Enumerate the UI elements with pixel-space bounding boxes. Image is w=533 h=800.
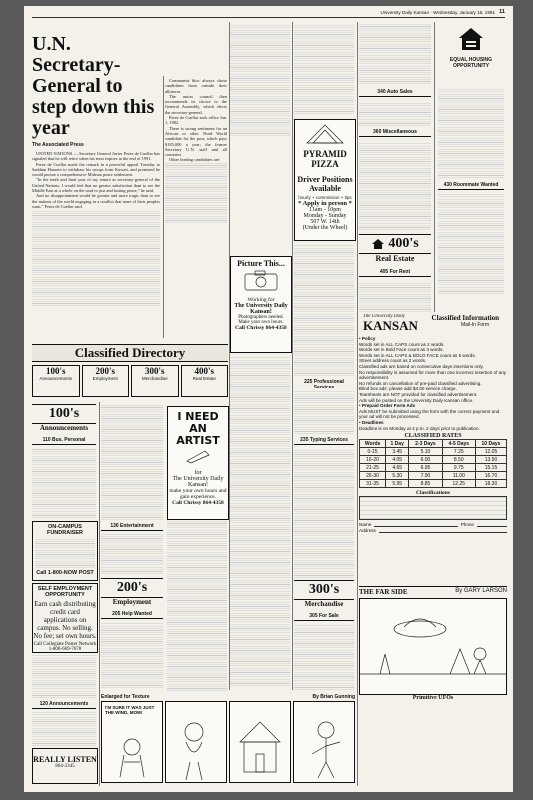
policy-item: Tearsheets are NOT provided for classified advertisement.	[359, 391, 478, 397]
mid-listings-2	[167, 521, 227, 691]
equal-housing-text	[438, 88, 504, 178]
section-400-num: 400's	[388, 236, 419, 251]
section-360	[359, 128, 431, 140]
announcements-listings	[32, 712, 96, 746]
rate-cell: 26-30	[360, 472, 386, 480]
pizza-note: (Under the Wheel)	[302, 225, 348, 232]
directory-num: 100's	[45, 366, 66, 376]
center-right-listings	[294, 244, 354, 376]
directory-item[interactable]	[32, 365, 80, 397]
masthead	[32, 9, 505, 18]
kansan-logo-top: The University Daily	[363, 314, 405, 319]
pizza-times: 11am - 10pm	[309, 207, 341, 214]
rate-cell: 5.30	[386, 472, 409, 480]
bottom-cartoon	[101, 694, 355, 786]
typing-listings	[294, 448, 354, 578]
name-label: Name	[359, 522, 372, 528]
story-paragraph-4: And no disappointment would be greater and more tragic than to see the nations of the world engaging in a conflict that none of their peoples want," Perez de Cuellar said.	[32, 193, 160, 209]
section-100	[32, 404, 96, 434]
photo-ad-line4: Make your own hours.	[238, 320, 284, 325]
artist-ad-title: I NEED AN ARTIST	[176, 410, 220, 447]
table-row	[360, 472, 507, 480]
phone-field[interactable]	[477, 522, 507, 527]
mid-left-listings	[101, 404, 163, 520]
classified-info-title: Classified Information	[431, 314, 499, 322]
rate-cell: 21-25	[360, 464, 386, 472]
rate-cell: 31-35	[360, 480, 386, 488]
section-200-label: Employment	[112, 598, 152, 606]
section-400	[359, 234, 431, 266]
section-100-num: 100's	[48, 406, 80, 421]
directory-num: 400's	[194, 366, 214, 376]
section-120-header: 120 Announcements	[32, 700, 96, 709]
rate-cell: 16-20	[360, 456, 386, 464]
directory-num: 300's	[144, 366, 165, 376]
story-paragraph-2: Perez de Cuellar made the remark in a powerful appeal Tuesday to Saddam Hussein to withdraw his troops from Kuwait, and promised he would pursue a comprehensive Mideast peace settlement.	[32, 161, 160, 178]
directory-item[interactable]	[131, 365, 179, 397]
section-430	[438, 181, 504, 193]
misc-listings	[359, 142, 431, 230]
right-classifieds-1	[359, 24, 431, 84]
mail-in-label: Mail-In Form	[460, 322, 489, 328]
camera-icon	[241, 268, 281, 292]
rates-header-cell: 10 Days	[475, 440, 506, 448]
rate-cell: 12.05	[475, 448, 506, 456]
real-estate-icon	[371, 238, 385, 250]
photo-ad	[230, 256, 292, 353]
column-rule	[434, 22, 435, 312]
really-listen-ad	[32, 748, 98, 784]
column-rule	[292, 22, 293, 690]
section-340-header: 340 Auto Sales	[359, 88, 431, 97]
section-340	[359, 88, 431, 100]
table-row	[360, 464, 507, 472]
story-body-text	[32, 211, 160, 306]
section-200-num: 200's	[116, 580, 148, 595]
table-row	[360, 448, 507, 456]
section-360-header: 360 Miscellaneous	[359, 128, 431, 137]
news-story	[32, 34, 160, 334]
rate-cell: 7.25	[442, 448, 475, 456]
rate-cell: 16.70	[475, 472, 506, 480]
name-field[interactable]	[374, 522, 457, 527]
center-classifieds-top-2	[294, 24, 354, 114]
photo-ad-line1: Working for	[247, 297, 275, 303]
column-rule	[99, 402, 100, 786]
policy-item: No refunds on cancellation of pre-paid classified advertising.	[359, 380, 482, 386]
classified-info	[359, 314, 507, 584]
pizza-apply: * Apply in person *	[298, 200, 352, 208]
photo-ad-phone: Call Chrissy 864-4358	[235, 325, 287, 331]
roommate-listings	[438, 194, 504, 294]
rates-header-row	[360, 440, 507, 448]
cartoon-author: By Brian Gunning	[312, 694, 355, 700]
deadline-heading: • Deadlines	[359, 419, 384, 425]
cartoon-figure-icon	[294, 702, 354, 782]
section-100-label: Announcements	[39, 424, 89, 432]
photo-ad-title: Picture This...	[237, 259, 285, 268]
masthead-text: University Daily Kansan · Wednesday, January 16, 1991	[380, 10, 495, 15]
self-employment-ad	[32, 583, 98, 653]
kansan-logo: KANSAN	[363, 318, 418, 333]
policy-item: Ads will be posted on the University Daily Kansan office.	[359, 397, 474, 403]
section-405-header: 405 For Rent	[359, 268, 431, 277]
story-col2-text	[165, 163, 227, 223]
rates-table	[359, 439, 507, 488]
section-305	[294, 612, 354, 622]
directory-item[interactable]	[181, 365, 229, 397]
policy-item: Words set in Bold Face count as 3 words.	[359, 347, 444, 353]
deadline-body: Deadline is on Monday at 4 p.m. 2 days prior to publication.	[359, 425, 480, 431]
section-300-label: Merchandise	[304, 600, 344, 608]
directory-label: Employment	[92, 376, 118, 381]
artist-ad-line2: The University Daily Kansan!	[172, 476, 224, 488]
rate-cell: 11.00	[442, 472, 475, 480]
cartoon-title: Enlarged for Texture	[101, 694, 150, 700]
address-label: Address	[359, 528, 376, 534]
rate-cell: 0-15	[360, 448, 386, 456]
center-listings	[230, 356, 290, 686]
rate-cell: 6.95	[409, 464, 442, 472]
policy-heading: • Policy	[359, 336, 376, 341]
far-side-title: THE FAR SIDE	[359, 588, 408, 596]
section-205	[101, 610, 163, 620]
pizza-address: 507 W. 14th	[310, 219, 340, 226]
far-side-panel	[359, 598, 507, 695]
artist-ad-phone: Call Chrissy 864-4358	[172, 500, 224, 506]
professional-services-listings	[294, 390, 354, 434]
photo-ad-line2: The University Daily Kansan!	[234, 303, 288, 315]
story-col2-paragraph-4: Other leading candidates are:	[169, 157, 221, 163]
section-300-num: 300's	[308, 582, 340, 597]
pencil-hand-icon	[183, 447, 213, 465]
pyramid-logo-icon	[305, 124, 345, 144]
story-byline: The Associated Press	[32, 142, 84, 148]
equal-housing	[438, 26, 504, 86]
pizza-headline: Driver Positions Available	[297, 175, 353, 193]
policy-item: No responsibility is assumed for more than one incorrect insertion of any advertisement.	[359, 369, 507, 381]
directory-label: Real Estate	[192, 376, 216, 381]
equal-housing-title: EQUAL HOUSING OPPORTUNITY	[449, 57, 493, 69]
cartoon-panel-4	[293, 701, 355, 783]
table-row	[360, 480, 507, 488]
far-side-comic	[359, 586, 507, 706]
story-paragraph-1: UNITED NATIONS — Secretary General Javier Perez de Cuellar has signaled that he will retire when his term expires at the end of 1991.	[32, 151, 160, 162]
rate-cell: 5.95	[386, 480, 409, 488]
cartoon-house-icon	[230, 702, 290, 782]
directory-title: Classified Directory	[32, 344, 228, 362]
center-classifieds-top	[230, 24, 290, 136]
rate-cell: 4.05	[386, 456, 409, 464]
rate-cell: 6.00	[409, 456, 442, 464]
news-story-col2	[165, 78, 227, 238]
auto-sales-listings	[359, 102, 431, 126]
help-wanted-listings	[101, 622, 163, 688]
pizza-ad	[294, 119, 356, 241]
prepaid-body: Ads MUST be submitted using the form with the correct payment and your ad will not be processed.	[359, 408, 500, 420]
self-employment-contact: Call Collegiate Poster Network 1-800-669-7678	[33, 642, 97, 652]
rates-title: CLASSIFIED RATES	[404, 433, 462, 440]
section-300	[294, 580, 354, 610]
self-employment-title: SELF EMPLOYMENT OPPORTUNITY	[37, 586, 93, 598]
cartoon-panel-3	[229, 701, 291, 783]
pizza-name: PYRAMID PIZZA	[303, 149, 347, 169]
far-side-author: By GARY LARSON	[455, 588, 507, 594]
policy-item: Classified ads are based on consecutive days insertions only.	[359, 363, 484, 369]
column-rule	[357, 22, 358, 786]
column-rule	[229, 22, 230, 690]
fundraiser-title: ON-CAMPUS FUNDRAISER	[46, 524, 84, 536]
entertainment-listings	[101, 534, 163, 574]
fundraiser-ad	[32, 521, 98, 581]
page-number: 11	[499, 9, 505, 15]
section-120	[32, 700, 96, 710]
newspaper-page	[24, 6, 513, 792]
address-field[interactable]	[379, 528, 507, 533]
section-225-header: 225 Professional Services	[294, 378, 354, 388]
rates-header-cell: 1 Day	[386, 440, 409, 448]
column-rule	[163, 76, 164, 338]
story-paragraph-3: "In the tenth and final year of my tenure as secretary-general of the United Nations, I would feel that no greater satisfaction than to see the Middle East at a whole on the road to just and lasting peace," he said.	[32, 177, 160, 194]
section-235	[294, 436, 354, 446]
photo-ad-line3: Photographers needed.	[238, 315, 284, 320]
prepaid-heading: • Prepaid Order Form Ads	[359, 403, 416, 409]
left-bottom-listings	[32, 654, 96, 698]
directory-item[interactable]	[82, 365, 130, 397]
section-110-header: 110 Bus. Personal	[32, 436, 96, 445]
rate-cell: 13.50	[475, 456, 506, 464]
section-405	[359, 268, 431, 280]
house-icon	[457, 26, 485, 52]
pizza-days: Monday - Sunday	[303, 213, 347, 220]
rate-cell: 18.30	[475, 480, 506, 488]
rate-cell: 9.75	[442, 464, 475, 472]
bus-personal-listings	[32, 448, 96, 518]
classifications-grid	[359, 496, 507, 520]
section-430-header: 430 Roommate Wanted	[438, 181, 504, 190]
phone-label: Phone	[460, 522, 474, 528]
policy-item: Words set in ALL CAPS count as 2 words.	[359, 341, 445, 347]
really-listen-title: REALLY LISTEN	[33, 755, 97, 764]
rate-cell: 15.15	[475, 464, 506, 472]
rate-cell: 4.65	[386, 464, 409, 472]
rate-cell: 12.25	[442, 480, 475, 488]
story-continued: Communist bloc always chose candidates from outside their alliances.	[165, 78, 227, 94]
rate-cell: 7.90	[409, 472, 442, 480]
directory-label: Announcements	[39, 376, 73, 381]
section-130-header: 130 Entertainment	[101, 522, 163, 531]
section-225	[294, 378, 354, 388]
cartoon-bubble: I'M SURE IT WAS JUST THE WIND, MOM!	[105, 705, 155, 715]
rate-cell: 8.50	[442, 456, 475, 464]
rates-header-cell: Words	[360, 440, 386, 448]
directory-label: Merchandise	[141, 376, 168, 381]
story-col2-paragraph-3: There is strong sentiment for an African or other Third World candidate for the post, which pays $185,000 a year; the former Secretary U.N. staff and all countries.	[165, 125, 227, 158]
ufo-sketch-icon	[360, 599, 506, 694]
artist-ad	[167, 406, 229, 520]
for-sale-listings	[294, 624, 354, 690]
rates-header-cell: 4-5 Days	[442, 440, 475, 448]
section-305-header: 305 For Sale	[294, 612, 354, 621]
rate-cell: 3.45	[386, 448, 409, 456]
classified-directory	[32, 344, 228, 399]
story-col2-paragraph-2: Perez de Cuellar took office Jan. 1, 1982.	[165, 115, 227, 126]
really-listen-phone: 864-2345	[55, 764, 75, 769]
story-headline: U.N. Secretary-General to step down this year	[32, 34, 155, 139]
story-col2-paragraph-1: The union council then recommends its choice to the General Assembly, which elects the secretary-general.	[165, 93, 227, 115]
far-side-caption: Primitive UFOs	[412, 695, 454, 701]
artist-ad-line3: make your own hours and gain experience.	[169, 488, 227, 500]
cartoon-panel-1	[101, 701, 163, 783]
policy-item: Blind box ads: please add $4.00 service charge.	[359, 386, 457, 392]
table-row	[360, 456, 507, 464]
artist-ad-line1: for	[194, 470, 202, 476]
section-400-label: Real Estate	[375, 254, 415, 263]
rate-cell: 5.10	[409, 448, 442, 456]
rate-cell: 8.85	[409, 480, 442, 488]
policy-item: Street address count as 2 words.	[359, 358, 427, 364]
policy-item: Words set in ALL CAPS & BOLD FACE count as 5 words.	[359, 352, 476, 358]
cartoon-figure-icon	[166, 702, 226, 782]
self-employment-body: Earn cash distributing credit card applications on campus. No selling. No fee; set own hours.	[33, 600, 97, 640]
section-130	[101, 522, 163, 532]
classifications-title: Classifications	[416, 490, 450, 497]
rent-listings	[359, 282, 431, 312]
cartoon-panel-2	[165, 701, 227, 783]
section-205-header: 205 Help Wanted	[101, 610, 163, 619]
section-200	[101, 578, 163, 608]
pizza-hours: hourly + commission + tips	[298, 195, 352, 200]
section-235-header: 235 Typing Services	[294, 436, 354, 445]
directory-num: 200's	[95, 366, 115, 376]
fundraiser-body	[35, 538, 95, 568]
fundraiser-phone: Call 1-800-NOW POST	[36, 570, 94, 576]
section-110	[32, 436, 96, 446]
rates-header-cell: 2-3 Days	[409, 440, 442, 448]
